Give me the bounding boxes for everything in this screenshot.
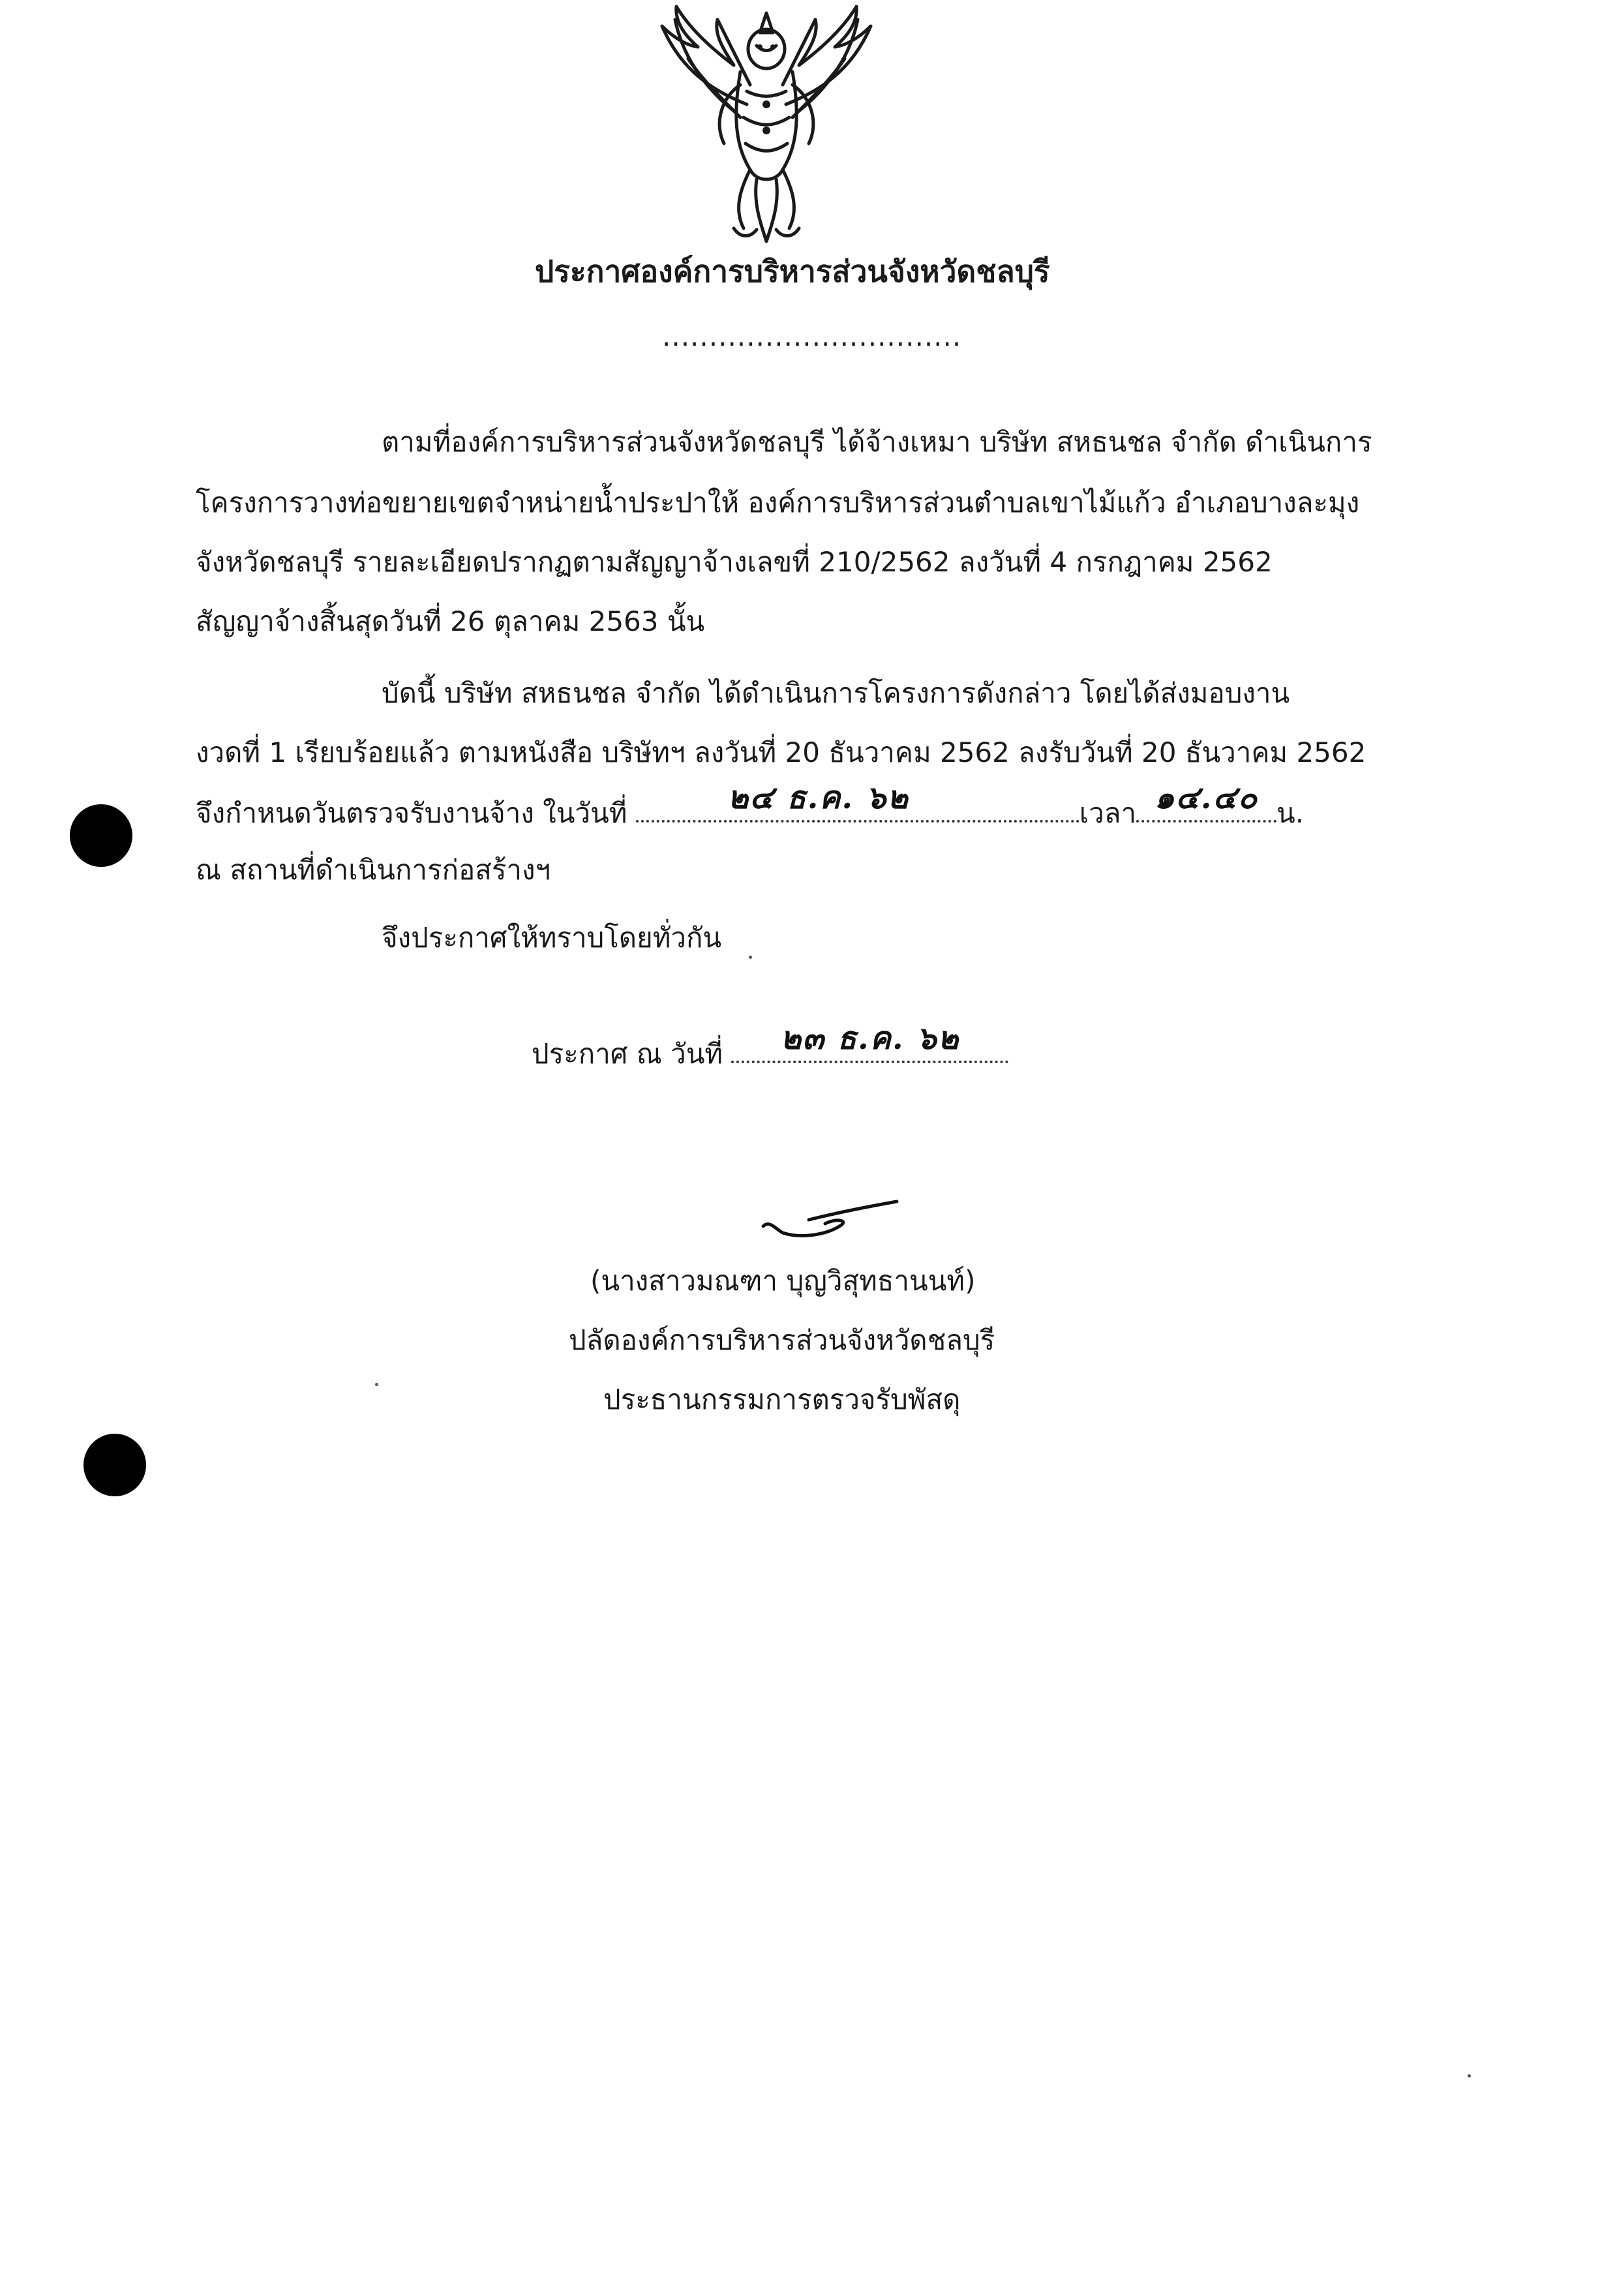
- signatory-name: (นางสาวมณฑา บุญวิสุทธานนท์): [590, 1265, 976, 1297]
- inspection-time-label: เวลา: [1079, 797, 1137, 829]
- paragraph-2-line-1: บัดนี้ บริษัท สหธนชล จำกัด ได้ดำเนินการโครงการดังกล่าว โดยได้ส่งมอบงาน: [382, 677, 1290, 709]
- paragraph-2-line-4: ณ สถานที่ดำเนินการก่อสร้างฯ: [196, 854, 551, 886]
- garuda-emblem: [636, 0, 897, 254]
- punch-hole-bottom: [83, 1434, 146, 1496]
- announce-date-handwritten: ๒๓ ธ.ค. ๖๒: [780, 1020, 960, 1057]
- handwritten-signature: [757, 1194, 907, 1252]
- paragraph-2-line-2: งวดที่ 1 เรียบร้อยแล้ว ตามหนังสือ บริษัทฯ ลงวันที่ 20 ธันวาคม 2562 ลงรับวันที่ 20 ธันวาคม 2562: [196, 736, 1366, 768]
- announce-date-line: [532, 1020, 1008, 1072]
- paragraph-1-line-2: โครงการวางท่อขยายเขตจำหน่ายน้ำประปาให้ องค์การบริหารส่วนตำบลเขาไม้แก้ว อำเภอบางละมุง: [196, 487, 1360, 519]
- paragraph-3: จึงประกาศให้ทราบโดยทั่วกัน: [382, 922, 722, 954]
- announce-date-label: ประกาศ ณ วันที่: [532, 1038, 723, 1070]
- inspection-time-handwritten: ๑๔.๔๐: [1154, 779, 1259, 816]
- signatory-position: ปลัดองค์การบริหารส่วนจังหวัดชลบุรี: [569, 1324, 995, 1356]
- inspection-date-handwritten: ๒๔ ธ.ค. ๖๒: [727, 779, 909, 816]
- committee-position: ประธานกรรมการตรวจรับพัสดุ: [603, 1383, 961, 1415]
- title-separator: ................................: [662, 320, 962, 352]
- paragraph-1-line-4: สัญญาจ้างสิ้นสุดวันที่ 26 ตุลาคม 2563 นั้น: [196, 605, 705, 637]
- inspection-date-field: [636, 779, 1079, 823]
- scan-speck: [749, 956, 752, 959]
- paragraph-2-line-3: [196, 779, 1305, 832]
- announce-date-field: [731, 1020, 1008, 1063]
- inspection-date-label: จึงกำหนดวันตรวจรับงานจ้าง ในวันที่: [196, 797, 627, 829]
- punch-hole-top: [70, 804, 132, 867]
- paragraph-1-line-3: จังหวัดชลบุรี รายละเอียดปรากฏตามสัญญาจ้างเลขที่ 210/2562 ลงวันที่ 4 กรกฎาคม 2562: [196, 546, 1273, 578]
- scan-speck: [1468, 2074, 1471, 2077]
- paragraph-1-line-1: ตามที่องค์การบริหารส่วนจังหวัดชลบุรี ได้จ้างเหมา บริษัท สหธนชล จำกัด ดำเนินการ: [382, 426, 1372, 458]
- scan-speck: [375, 1383, 378, 1386]
- inspection-time-field: [1136, 779, 1276, 823]
- inspection-time-unit: น.: [1276, 797, 1305, 829]
- document-title: ประกาศองค์การบริหารส่วนจังหวัดชลบุรี: [535, 254, 1050, 289]
